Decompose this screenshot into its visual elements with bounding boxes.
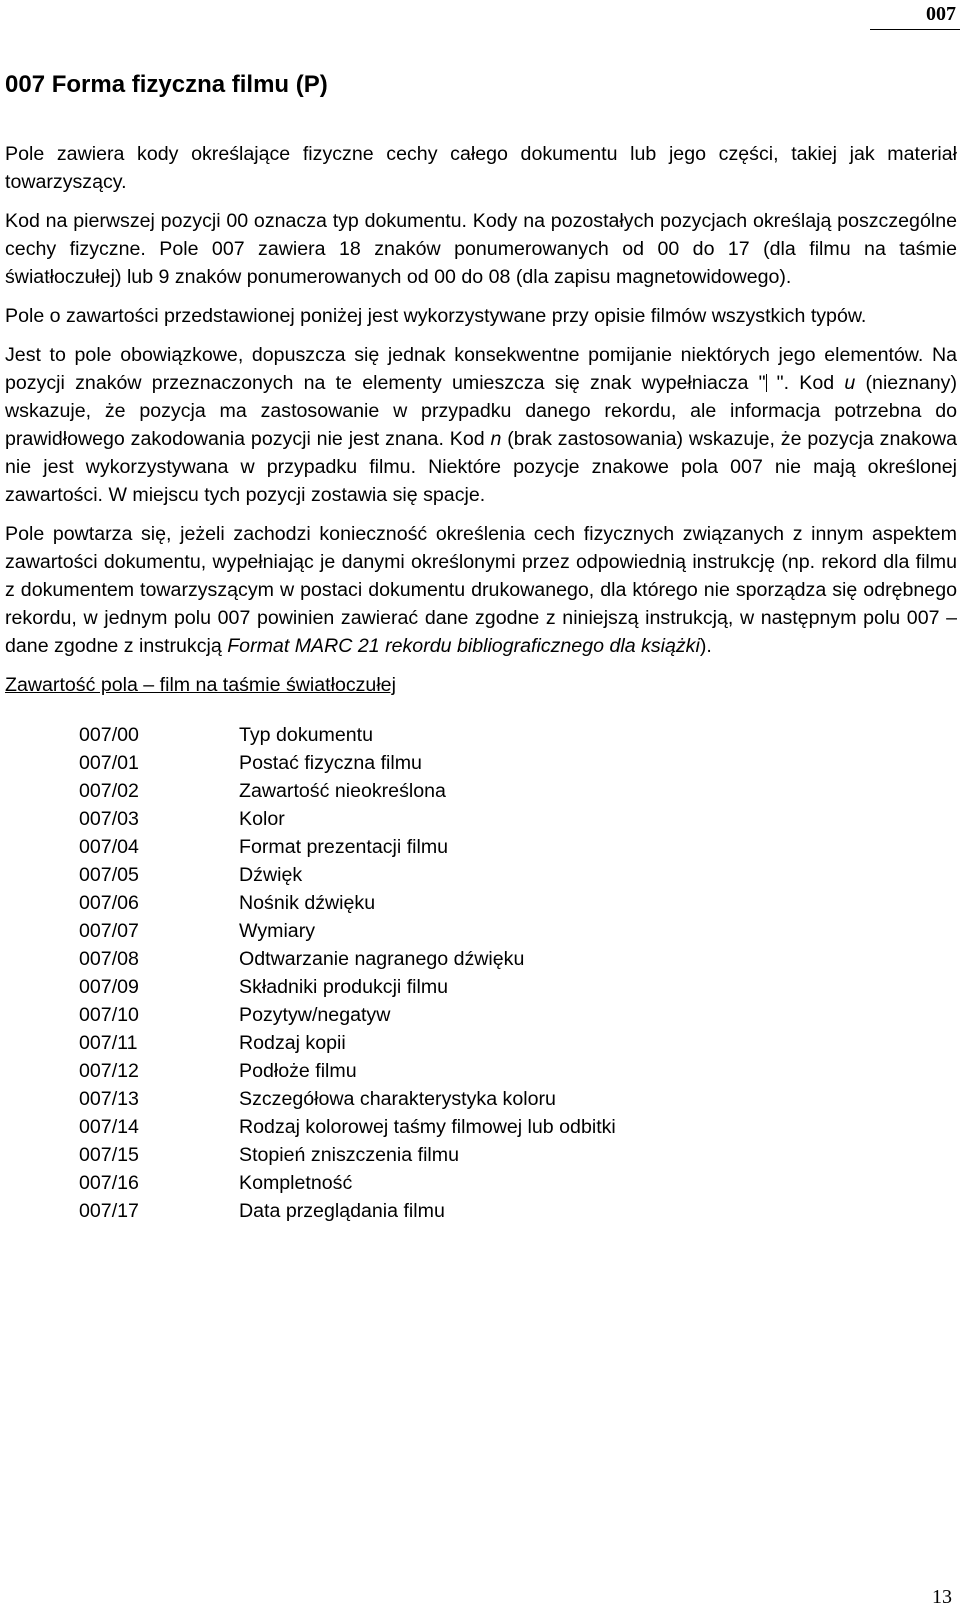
list-item <box>79 917 957 945</box>
list-item <box>79 749 957 777</box>
position-label: Pozytyw/negatyw <box>239 1004 391 1026</box>
position-code: 007/03 <box>79 808 139 830</box>
page-title: 007 Forma fizyczna filmu (P) <box>5 71 328 98</box>
position-code: 007/00 <box>79 724 139 746</box>
list-item <box>79 1001 957 1029</box>
position-code: 007/14 <box>79 1116 139 1138</box>
list-item <box>79 889 957 917</box>
list-item <box>79 1029 957 1057</box>
position-code: 007/02 <box>79 780 139 802</box>
position-label: Stopień zniszczenia filmu <box>239 1144 459 1166</box>
fill-character-icon <box>766 374 777 392</box>
mandatory-text-b: ". Kod <box>776 372 845 394</box>
list-item <box>79 1141 957 1169</box>
repeatable-text-a: Pole powtarza się, jeżeli zachodzi konieczność określenia cech fizycznych związanych z innym aspektem zawartości dokumentu, wypełniając je danymi określonymi przez odpowiednią instrukcję (np. rekord dla filmu z dokumentem towarzyszącym w postaci dokumentu drukowanego, dla którego nie sporządza się odrębnego rekordu, w jednym polu 007 powinien zawierać dane zgodne z niniejszą instrukcją, w następnym polu 007 – dane zgodne z instrukcją <box>5 523 957 657</box>
position-label: Rodzaj kopii <box>239 1032 346 1054</box>
position-code: 007/13 <box>79 1088 139 1110</box>
position-label: Format prezentacji filmu <box>239 836 449 858</box>
list-item <box>79 973 957 1001</box>
position-code: 007/07 <box>79 920 139 942</box>
position-label: Kolor <box>239 808 285 830</box>
position-code: 007/09 <box>79 976 139 998</box>
mandatory-text-c: (nieznany) wskazuje, że pozycja ma zastosowanie w przypadku danego rekordu, ale informacja potrzebna do prawidłowego zakodowania pozycji nie jest znana. Kod <box>5 372 958 450</box>
code-n: n <box>490 428 502 450</box>
position-code: 007/10 <box>79 1004 139 1026</box>
position-label: Postać fizyczna filmu <box>239 752 422 774</box>
list-item <box>79 1085 957 1113</box>
position-code: 007/05 <box>79 864 139 886</box>
position-label: Odtwarzanie nagranego dźwięku <box>239 948 525 970</box>
position-label: Nośnik dźwięku <box>239 892 376 914</box>
document-body <box>5 70 957 1225</box>
paragraph-usage: Pole o zawartości przedstawionej poniżej jest wykorzystywane przy opisie filmów wszystkich typów. <box>5 305 867 327</box>
positions-list <box>5 721 957 1225</box>
position-code: 007/17 <box>79 1200 139 1222</box>
position-code: 007/15 <box>79 1144 139 1166</box>
paragraph-description: Pole zawiera kody określające fizyczne cechy całego dokumentu lub jego części, takiej jak materiał towarzyszący. <box>5 143 957 193</box>
position-code: 007/06 <box>79 892 139 914</box>
position-code: 007/08 <box>79 948 139 970</box>
list-item <box>79 777 957 805</box>
list-item <box>79 1169 957 1197</box>
section-heading: Zawartość pola – film na taśmie światłoczułej <box>5 674 396 696</box>
repeatable-text-italic: Format MARC 21 rekordu bibliograficznego dla książki <box>227 635 700 657</box>
position-label: Szczegółowa charakterystyka koloru <box>239 1088 556 1110</box>
mandatory-text-d: (brak zastosowania) wskazuje, że pozycja znakowa nie jest wykorzystywana w przypadku filmu. Niektóre pozycje znakowe pola 007 nie mają określonej zawartości. W miejscu tych pozycji zostawia się spacje. <box>5 428 957 506</box>
list-item <box>79 1057 957 1085</box>
list-item <box>79 945 957 973</box>
repeatable-text-b: ). <box>699 635 712 657</box>
position-label: Podłoże filmu <box>239 1060 357 1082</box>
position-label: Data przeglądania filmu <box>239 1200 445 1222</box>
position-code: 007/11 <box>79 1032 138 1054</box>
position-label: Typ dokumentu <box>239 724 373 746</box>
position-code: 007/16 <box>79 1172 139 1194</box>
position-label: Rodzaj kolorowej taśmy filmowej lub odbitki <box>239 1116 616 1138</box>
code-u: u <box>844 372 856 394</box>
position-code: 007/12 <box>79 1060 139 1082</box>
list-item <box>79 861 957 889</box>
position-label: Składniki produkcji filmu <box>239 976 449 998</box>
list-item <box>79 833 957 861</box>
list-item <box>79 805 957 833</box>
position-code: 007/01 <box>79 752 139 774</box>
list-item <box>79 721 957 749</box>
paragraph-repeatable <box>5 520 957 660</box>
position-code: 007/04 <box>79 836 139 858</box>
position-label: Dźwięk <box>239 864 303 886</box>
header-page-code: 007 <box>870 0 960 30</box>
list-item <box>79 1197 957 1225</box>
paragraph-mandatory <box>5 341 957 509</box>
footer-page-number: 13 <box>932 1586 952 1608</box>
mandatory-text-a: Jest to pole obowiązkowe, dopuszcza się jednak konsekwentne pomijanie niektórych jego elementów. Na pozycji znaków przeznaczonych na te elementy umieszcza się znak wypełniacza " <box>5 344 957 394</box>
list-item <box>79 1113 957 1141</box>
position-label: Wymiary <box>239 920 316 942</box>
position-label: Zawartość nieokreślona <box>239 780 446 802</box>
position-label: Kompletność <box>239 1172 353 1194</box>
paragraph-positions: Kod na pierwszej pozycji 00 oznacza typ dokumentu. Kody na pozostałych pozycjach określają poszczególne cechy fizyczne. Pole 007 zawiera 18 znaków ponumerowanych od 00 do 17 (dla filmu na taśmie światłoczułej) lub 9 znaków ponumerowanych od 00 do 08 (dla zapisu magnetowidowego). <box>5 210 957 288</box>
